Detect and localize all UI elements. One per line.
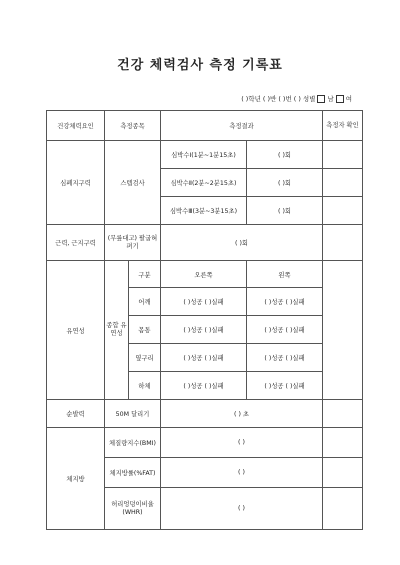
bodyfat-value-2[interactable]: ( ) [161,458,323,488]
number-field[interactable]: ( )번 [278,95,292,103]
bodyfat-item-3: 허리엉덩이비율 (WHR) [105,488,161,530]
header-row [47,111,363,141]
flex-left-header: 왼쪽 [247,261,323,288]
bodyfat-examiner-2[interactable] [323,458,363,488]
bodyfat-row-1 [47,428,363,458]
strength-item: (무릎대고) 팔굽혀펴기 [105,225,161,261]
cardio-value-2[interactable]: ( )회 [247,169,323,197]
cardio-label-1: 심박수Ⅰ(1분~1분15초) [161,141,247,169]
flex-factor: 유연성 [47,261,105,400]
bodyfat-value-1[interactable]: ( ) [161,428,323,458]
cardio-label-2: 심박수Ⅱ(2분~2분15초) [161,169,247,197]
speed-examiner[interactable] [323,400,363,428]
flex-right-value[interactable]: ( )성공 ( )실패 [161,288,247,316]
speed-row [47,400,363,428]
flex-part: 옆구리 [129,344,161,372]
flex-part: 몸통 [129,316,161,344]
cardio-item: 스텝검사 [105,141,161,225]
cardio-examiner-3[interactable] [323,197,363,225]
flex-left-value[interactable]: ( )성공 ( )실패 [247,372,323,400]
cardio-row-1 [47,141,363,169]
measurement-table [46,110,363,530]
bodyfat-factor: 체지방 [47,428,105,530]
grade-field[interactable]: ( )학년 [241,95,261,103]
strength-examiner[interactable] [323,225,363,261]
name-field[interactable]: ( ) [293,94,301,103]
header-result: 측정결과 [161,111,323,141]
header-item: 측정종목 [105,111,161,141]
speed-value[interactable]: ( ) 초 [161,400,323,428]
flex-right-value[interactable]: ( )성공 ( )실패 [161,372,247,400]
strength-value[interactable]: ( )회 [161,225,323,261]
bodyfat-value-3[interactable]: ( ) [161,488,323,530]
cardio-examiner-2[interactable] [323,169,363,197]
flex-examiner[interactable] [323,261,363,400]
cardio-examiner-1[interactable] [323,141,363,169]
flex-item: 종합 유연성 [105,261,129,400]
bodyfat-item-1: 체질량지수(BMI) [105,428,161,458]
strength-row [47,225,363,261]
flex-col-label: 구분 [129,261,161,288]
flex-left-value[interactable]: ( )성공 ( )실패 [247,344,323,372]
male-checkbox[interactable] [317,95,325,103]
sex-label: 성별 [302,95,316,103]
class-field[interactable]: ( )반 [262,95,277,103]
header-factor: 건강체력요인 [47,111,105,141]
female-label: 여 [345,95,352,103]
flex-right-header: 오른쪽 [161,261,247,288]
flex-right-value[interactable]: ( )성공 ( )실패 [161,344,247,372]
speed-factor: 순발력 [47,400,105,428]
header-examiner: 측정자 확인 [323,111,363,141]
flex-left-value[interactable]: ( )성공 ( )실패 [247,288,323,316]
female-checkbox[interactable] [336,95,344,103]
cardio-factor: 심폐지구력 [47,141,105,225]
flex-left-value[interactable]: ( )성공 ( )실패 [247,316,323,344]
cardio-value-1[interactable]: ( )회 [247,141,323,169]
speed-item: 50M 달리기 [105,400,161,428]
strength-factor: 근력, 근지구력 [47,225,105,261]
flex-part: 어깨 [129,288,161,316]
bodyfat-examiner-1[interactable] [323,428,363,458]
page-title: 건강 체력검사 측정 기록표 [117,58,283,73]
flex-right-value[interactable]: ( )성공 ( )실패 [161,316,247,344]
cardio-value-3[interactable]: ( )회 [247,197,323,225]
bodyfat-item-2: 체지방률(%FAT) [105,458,161,488]
bodyfat-examiner-3[interactable] [323,488,363,530]
flex-header-row [47,261,363,288]
male-label: 남 [327,95,334,103]
cardio-label-3: 심박수Ⅲ(3분~3분15초) [161,197,247,225]
flex-part: 하체 [129,372,161,400]
student-info-line [241,94,352,103]
